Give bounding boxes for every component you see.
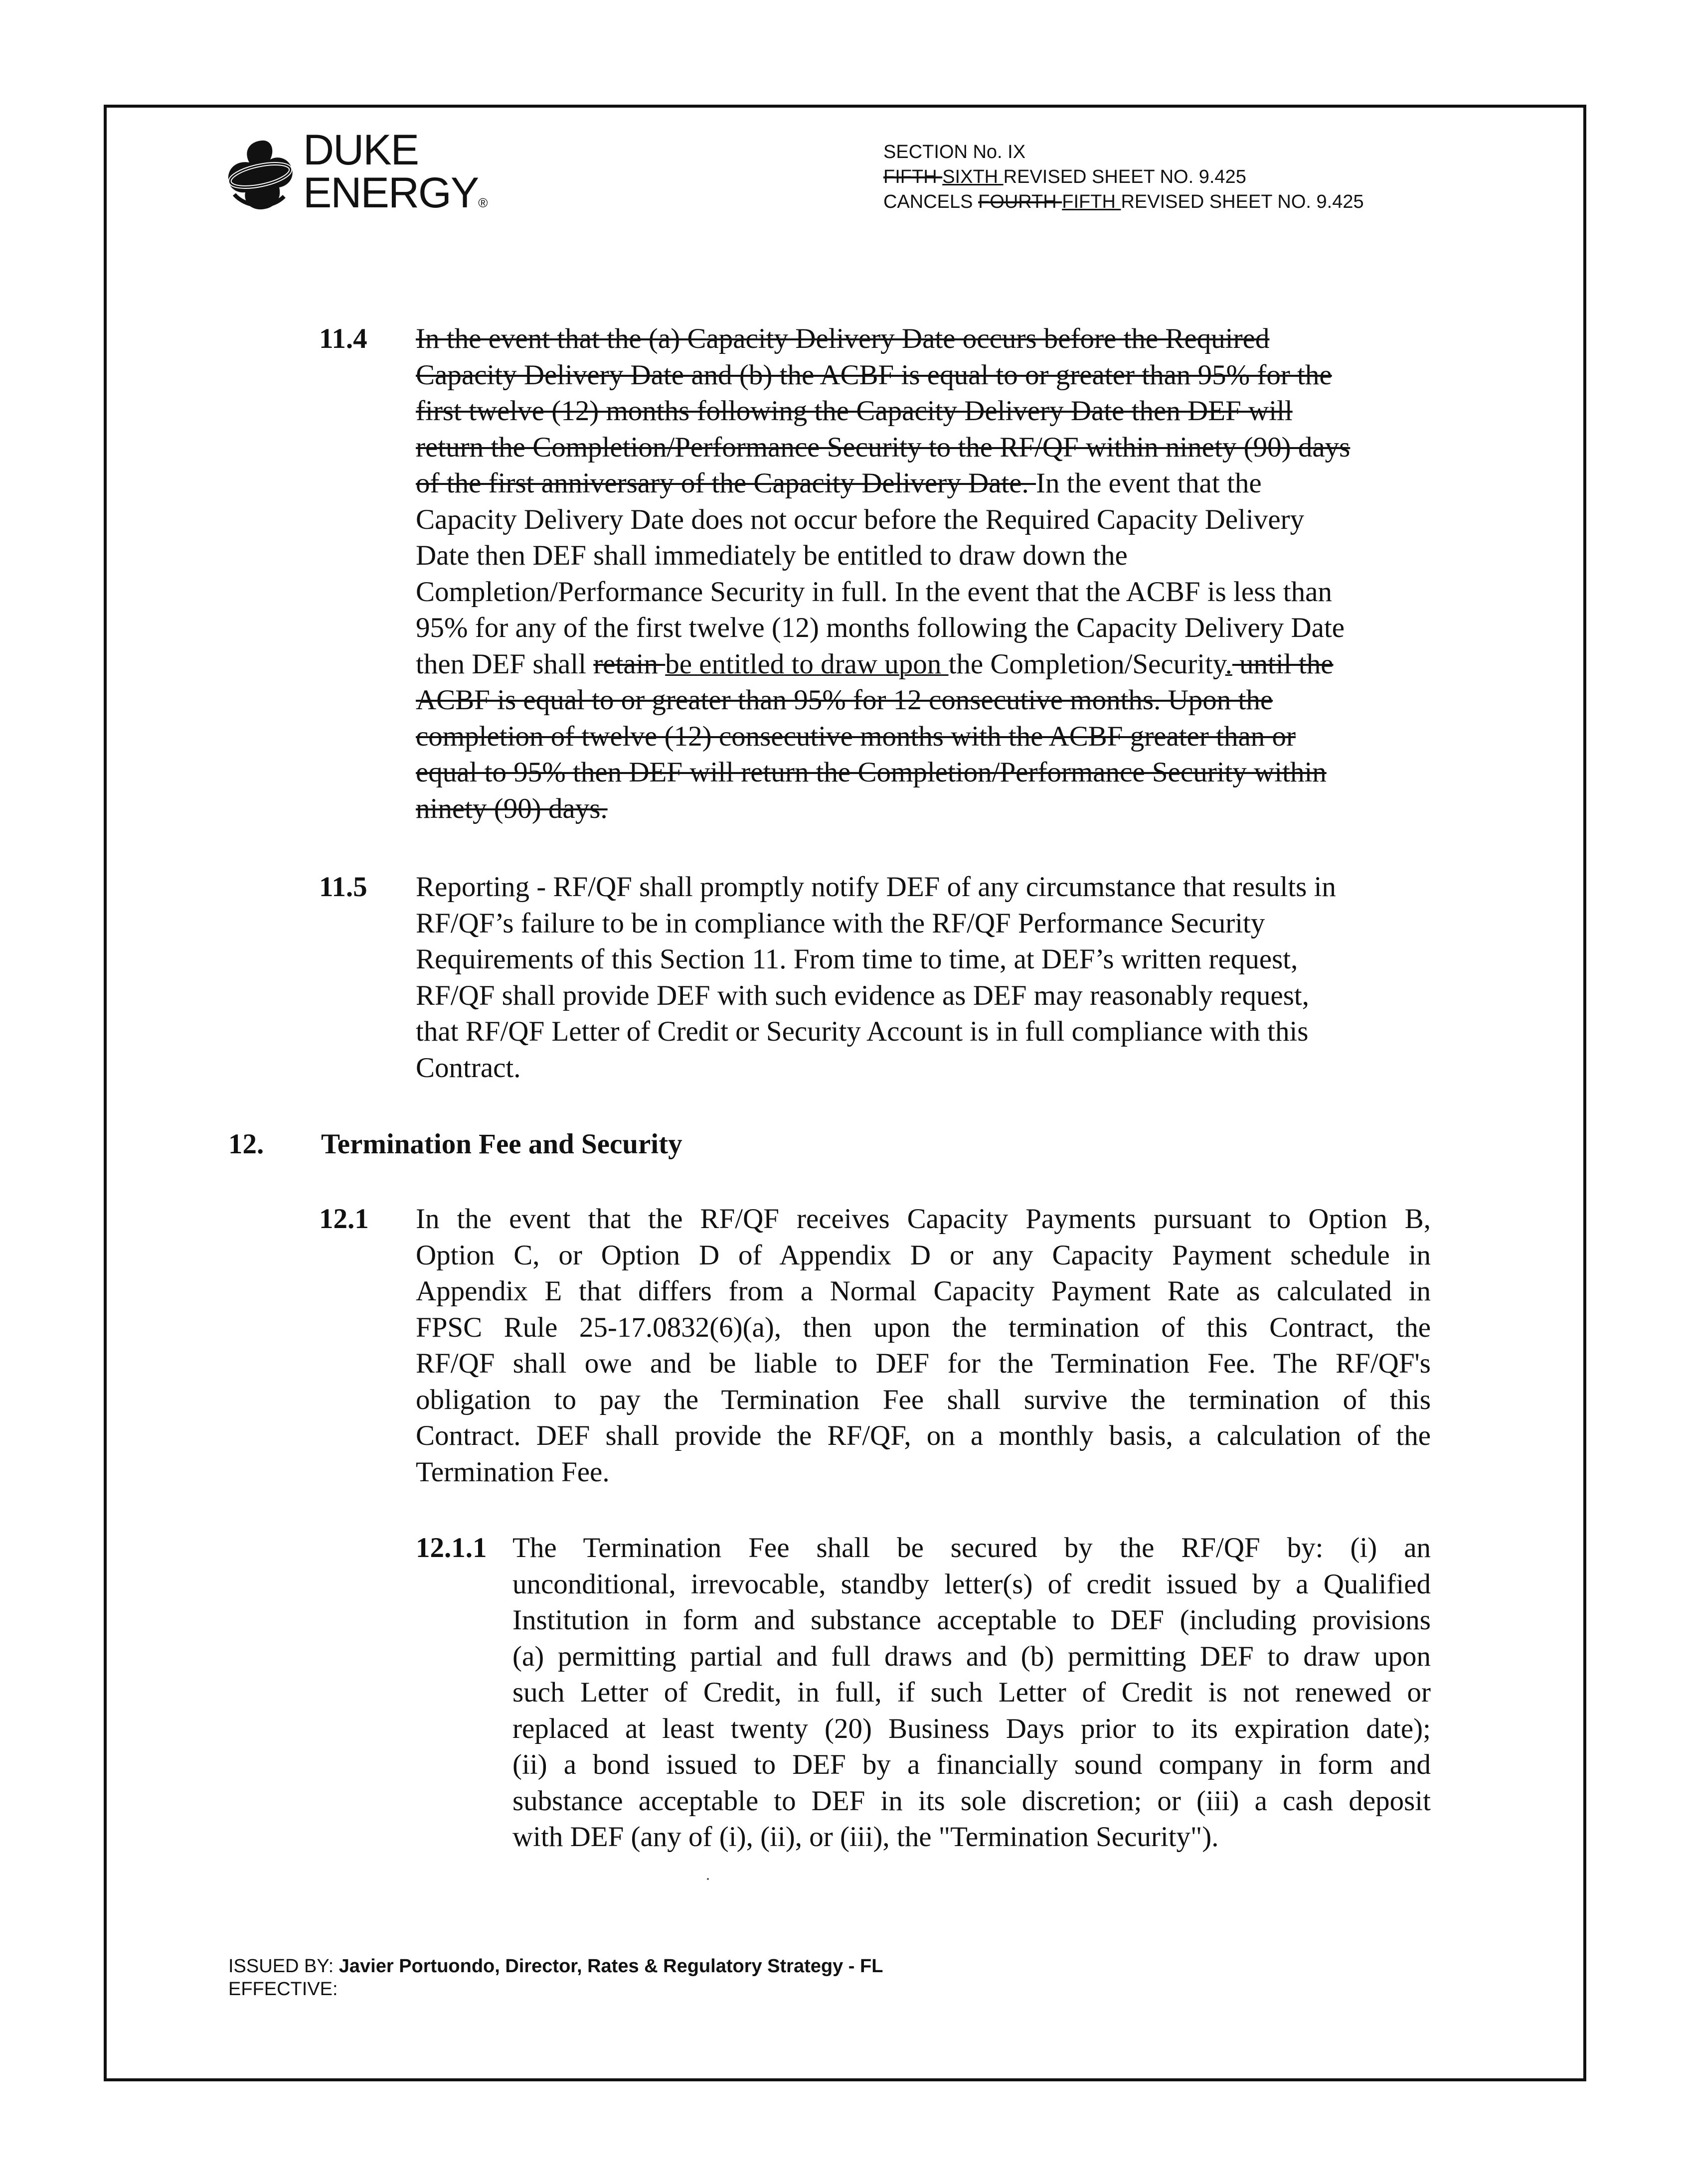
paragraph-line: Requirements of this Section 11. From time to time, at DEF’s written request, bbox=[416, 943, 1298, 975]
paragraph-line: The Termination Fee shall be secured by the RF/QF by: (i) an bbox=[512, 1532, 1431, 1563]
paragraph-line: RF/QF shall owe and be liable to DEF for the Termination Fee. The RF/QF's bbox=[416, 1348, 1431, 1379]
struck-text: of the first anniversary of the Capacity Delivery Date. bbox=[416, 468, 1036, 499]
paragraph-line: unconditional, irrevocable, standby letter(s) of credit issued by a Qualified bbox=[512, 1568, 1431, 1600]
duke-energy-logo-icon bbox=[214, 132, 299, 216]
logo-line-2: ENERGY bbox=[303, 169, 479, 217]
line-text: then DEF shall bbox=[416, 648, 594, 680]
duke-energy-logo bbox=[214, 126, 563, 218]
paragraph-line: 95% for any of the first twelve (12) months following the Capacity Delivery Date bbox=[416, 612, 1345, 643]
paragraph-line: Termination Fee. bbox=[416, 1456, 610, 1488]
paragraph-line: equal to 95% then DEF will return the Completion/Performance Security within bbox=[416, 757, 1327, 788]
paragraph-line: replaced at least twenty (20) Business Days prior to its expiration date); bbox=[512, 1713, 1431, 1744]
paragraph-line: with DEF (any of (i), (ii), or (iii), the "Termination Security"). bbox=[512, 1821, 1219, 1853]
paragraph-line: first twelve (12) months following the Capacity Delivery Date then DEF will bbox=[416, 395, 1293, 427]
struck-text: retain bbox=[593, 648, 666, 680]
cancels-inserted: FIFTH bbox=[1062, 191, 1121, 212]
paragraph-line: such Letter of Credit, in full, if such Letter of Credit is not renewed or bbox=[512, 1677, 1431, 1708]
paragraph-line: Contract. bbox=[416, 1052, 521, 1084]
paragraph-line: Capacity Delivery Date and (b) the ACBF is equal to or greater than 95% for the bbox=[416, 359, 1332, 391]
paragraph-line: Reporting - RF/QF shall promptly notify DEF of any circumstance that results in bbox=[416, 871, 1336, 903]
revised-sheet-line bbox=[883, 164, 1364, 189]
paragraph-line: RF/QF shall provide DEF with such evidence as DEF may reasonably request, bbox=[416, 979, 1310, 1011]
paragraph-line: Contract. DEF shall provide the RF/QF, on a monthly basis, a calculation of the bbox=[416, 1420, 1431, 1451]
effective-label: EFFECTIVE: bbox=[228, 1979, 338, 2000]
inserted-text: be entitled to draw upon bbox=[665, 648, 949, 680]
paragraph-line: Date then DEF shall immediately be entitled to draw down the bbox=[416, 540, 1128, 571]
paragraph-line: return the Completion/Performance Security to the RF/QF within ninety (90) days bbox=[416, 431, 1350, 463]
section-11-4-text bbox=[416, 321, 1433, 827]
paragraph-line: completion of twelve (12) consecutive months with the ACBF greater than or bbox=[416, 720, 1296, 752]
inserted-text: . bbox=[1225, 648, 1232, 680]
paragraph-line: Option C, or Option D of Appendix D or any Capacity Payment schedule in bbox=[416, 1239, 1431, 1271]
section-12-number: 12. bbox=[228, 1128, 264, 1160]
paragraph-line: In the event that the RF/QF receives Capacity Payments pursuant to Option B, bbox=[416, 1203, 1431, 1235]
section-12-1-1-text bbox=[512, 1530, 1431, 1856]
revised-struck: FIFTH bbox=[883, 166, 943, 187]
line-text: In the event that the bbox=[1036, 468, 1262, 499]
paragraph-line: Completion/Performance Security in full. In the event that the ACBF is less than bbox=[416, 576, 1332, 608]
section-12-1-1-number: 12.1.1 bbox=[416, 1532, 487, 1563]
paragraph-line bbox=[416, 466, 1433, 502]
paragraph-line: substance acceptable to DEF in its sole discretion; or (iii) a cash deposit bbox=[512, 1785, 1431, 1817]
logo-line-1: DUKE bbox=[303, 126, 418, 174]
struck-text: until the bbox=[1232, 648, 1334, 680]
paragraph-line: RF/QF’s failure to be in compliance with the RF/QF Performance Security bbox=[416, 907, 1265, 939]
section-12-title: Termination Fee and Security bbox=[321, 1128, 682, 1160]
paragraph-line bbox=[416, 646, 1433, 683]
issued-by-value: Javier Portuondo, Director, Rates & Regulatory Strategy - FL bbox=[338, 1956, 883, 1977]
paragraph-line: ACBF is equal to or greater than 95% for 12 consecutive months. Upon the bbox=[416, 684, 1273, 716]
logo-wordmark bbox=[303, 126, 487, 224]
registered-mark: ® bbox=[478, 195, 487, 210]
cancels-struck: FOURTH bbox=[978, 191, 1062, 212]
cancels-rest: REVISED SHEET NO. 9.425 bbox=[1121, 191, 1364, 212]
revised-inserted: SIXTH bbox=[942, 166, 1004, 187]
paragraph-line: Institution in form and substance acceptable to DEF (including provisions bbox=[512, 1604, 1431, 1636]
paragraph-line: obligation to pay the Termination Fee shall survive the termination of this bbox=[416, 1384, 1431, 1415]
cancels-prefix: CANCELS bbox=[883, 191, 979, 212]
section-11-5-text bbox=[416, 869, 1433, 1086]
section-11-5-number: 11.5 bbox=[319, 871, 367, 903]
section-11-4-number: 11.4 bbox=[319, 323, 367, 354]
paragraph-line: (a) permitting partial and full draws and (b) permitting DEF to draw upon bbox=[512, 1640, 1431, 1672]
paragraph-line: Capacity Delivery Date does not occur before the Required Capacity Delivery bbox=[416, 503, 1305, 535]
paragraph-line: FPSC Rule 25-17.0832(6)(a), then upon the termination of this Contract, the bbox=[416, 1311, 1431, 1343]
issued-by-line bbox=[228, 1955, 883, 1978]
section-12-1-text bbox=[416, 1201, 1431, 1490]
issued-by-label: ISSUED BY: bbox=[228, 1956, 339, 1977]
scan-speck bbox=[707, 1878, 709, 1880]
section-12-1-number: 12.1 bbox=[319, 1203, 369, 1235]
section-number: SECTION No. IX bbox=[883, 142, 1026, 162]
sheet-header bbox=[883, 140, 1364, 214]
paragraph-line: (ii) a bond issued to DEF by a financially sound company in form and bbox=[512, 1749, 1431, 1780]
line-text: the Completion/Security bbox=[948, 648, 1225, 680]
issued-footer bbox=[228, 1955, 883, 2001]
paragraph-line: ninety (90) days. bbox=[416, 792, 608, 824]
cancels-sheet-line bbox=[883, 189, 1364, 214]
paragraph-line: Appendix E that differs from a Normal Capacity Payment Rate as calculated in bbox=[416, 1275, 1431, 1307]
revised-rest: REVISED SHEET NO. 9.425 bbox=[1003, 166, 1246, 187]
paragraph-line: In the event that the (a) Capacity Delivery Date occurs before the Required bbox=[416, 323, 1270, 354]
paragraph-line: that RF/QF Letter of Credit or Security Account is in full compliance with this bbox=[416, 1016, 1309, 1047]
